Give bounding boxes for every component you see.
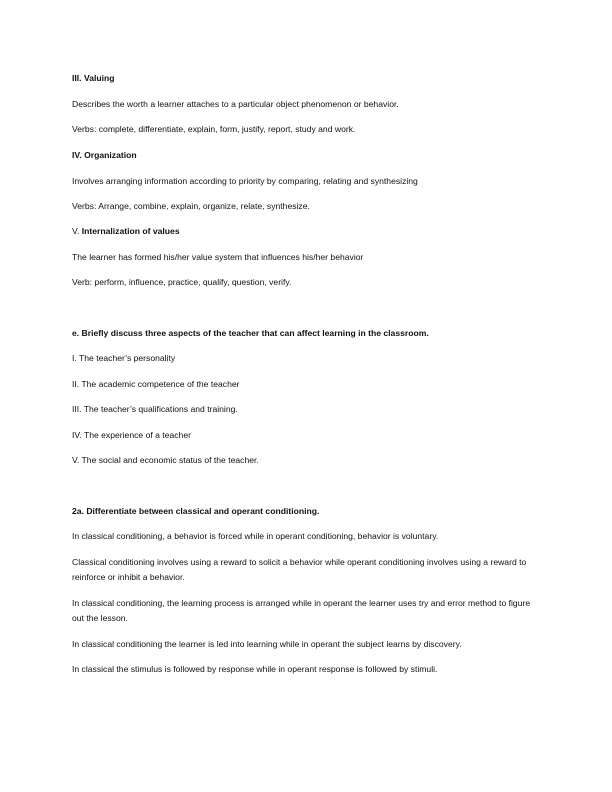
heading-internalization-title: Internalization of values [81, 226, 180, 236]
question-2a-point: In classical the stimulus is followed by response while in operant response is followed by stimuli. [72, 664, 438, 674]
internalization-verbs: Verb: perform, influence, practice, qualify, question, verify. [72, 277, 292, 287]
question-2a-point: In classical conditioning, the learning process is arranged while in operant the learner uses try and error method to figure out the lesson. [72, 598, 531, 623]
heading-organization: IV. Organization [72, 150, 137, 160]
question-e-item: IV. The experience of a teacher [72, 430, 191, 440]
question-e-heading: e. Briefly discuss three aspects of the teacher that can affect learning in the classroom. [72, 328, 429, 338]
internalization-description: The learner has formed his/her value system that influences his/her behavior [72, 252, 364, 262]
valuing-verbs: Verbs: complete, differentiate, explain, form, justify, report, study and work. [72, 124, 356, 134]
question-2a-point: Classical conditioning involves using a reward to solicit a behavior while operant conditioning involves using a reward to reinforce or inhibit a behavior. [72, 557, 527, 582]
question-e-item: II. The academic competence of the teacher [72, 379, 240, 389]
heading-internalization-prefix: V. [72, 226, 82, 236]
organization-verbs: Verbs: Arrange, combine, explain, organize, relate, synthesize. [72, 201, 310, 211]
question-e-item: III. The teacher’s qualifications and training. [72, 404, 238, 414]
question-e-item: V. The social and economic status of the teacher. [72, 455, 259, 465]
heading-valuing: III. Valuing [72, 73, 115, 83]
question-2a-heading: 2a. Differentiate between classical and operant conditioning. [72, 506, 320, 516]
heading-internalization [72, 224, 542, 239]
question-2a-point: In classical conditioning, a behavior is forced while in operant conditioning, behavior is voluntary. [72, 531, 439, 541]
question-2a-point: In classical conditioning the learner is led into learning while in operant the subject learns by discovery. [72, 639, 462, 649]
question-e-item: I. The teacher’s personality [72, 353, 176, 363]
valuing-description: Describes the worth a learner attaches to a particular object phenomenon or behavior. [72, 99, 399, 109]
organization-description: Involves arranging information according to priority by comparing, relating and synthesizing [72, 176, 418, 186]
